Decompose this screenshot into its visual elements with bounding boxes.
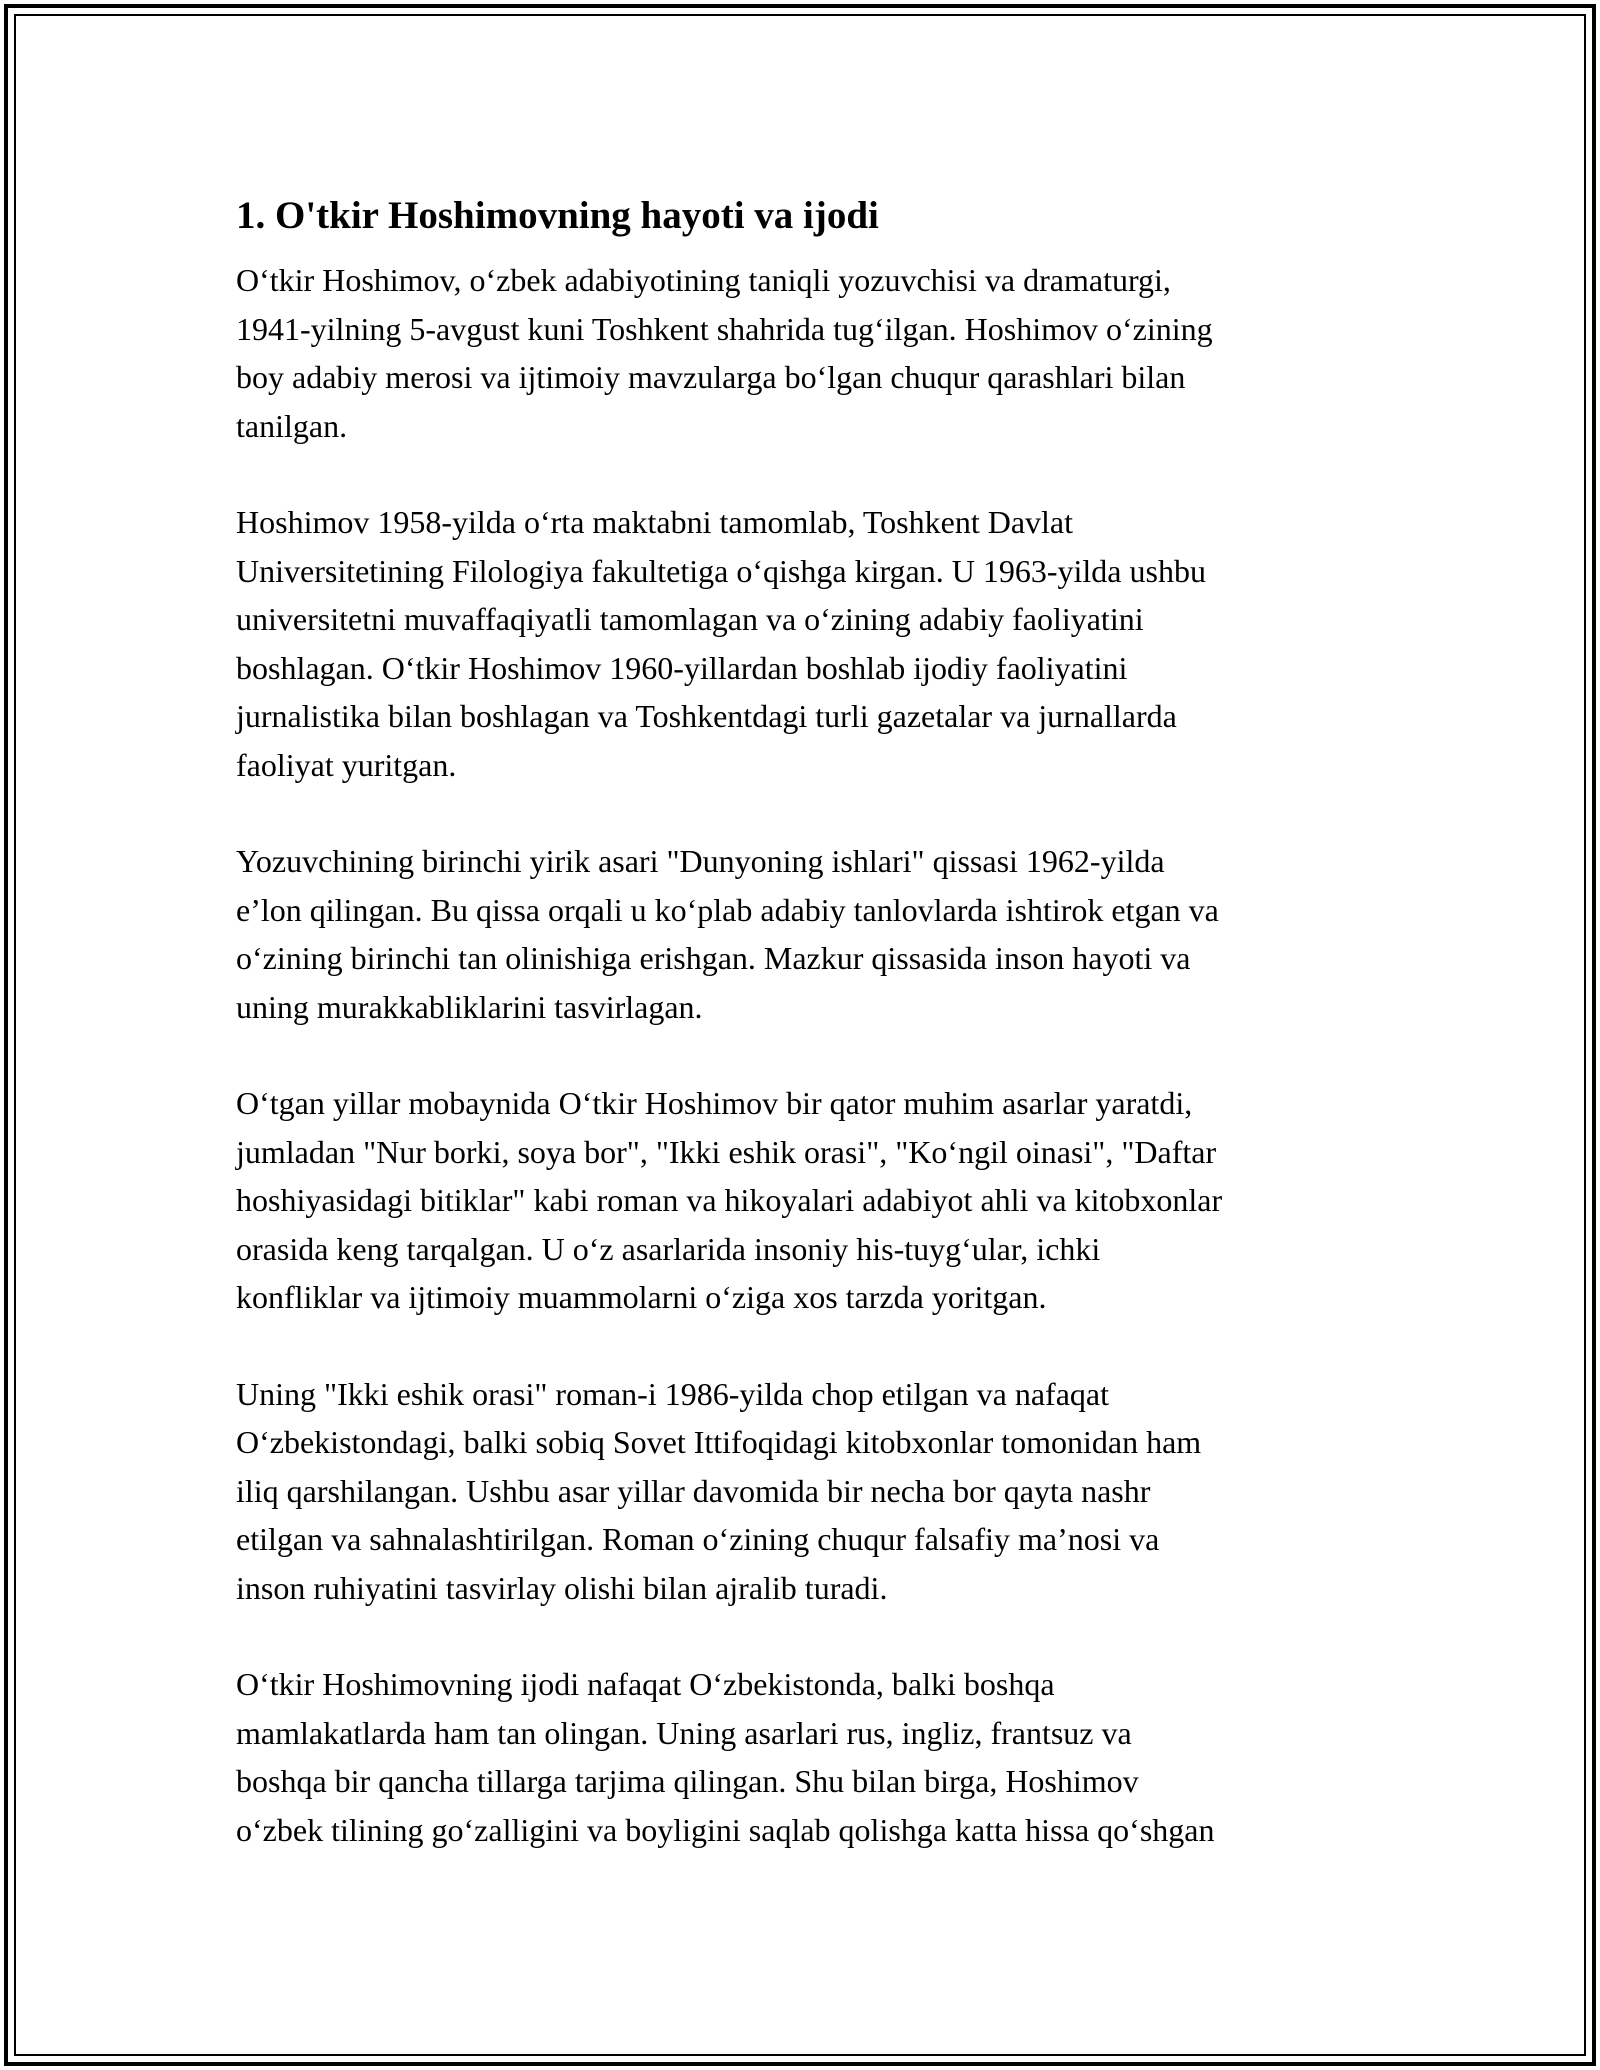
text-line: 1941-yilning 5-avgust kuni Toshkent shahrida tug‘ilgan. Hoshimov o‘zining <box>236 310 1213 347</box>
text-line: orasida keng tarqalgan. U o‘z asarlarida insoniy his-tuyg‘ular, ichki <box>236 1230 1101 1267</box>
text-line: konfliklar va ijtimoiy muammolarni o‘ziga xos tarzda yoritgan. <box>236 1279 1047 1315</box>
text-line: O‘zbekistondagi, balki sobiq Sovet Ittifoqidagi kitobxonlar tomonidan ham <box>236 1424 1202 1460</box>
text-line: boshqa bir qancha tillarga tarjima qilingan. Shu bilan birga, Hoshimov <box>236 1763 1139 1799</box>
text-line: boshlagan. O‘tkir Hoshimov 1960-yillardan boshlab ijodiy faoliyatini <box>236 649 1128 686</box>
text-line: o‘zbek tilining go‘zalligini va boyligini saqlab qolishga katta hissa qo‘shgan <box>236 1811 1215 1848</box>
paragraph-2 <box>236 498 1396 789</box>
text-line: Uning "Ikki eshik orasi" roman-i 1986-yilda chop etilgan va nafaqat <box>236 1375 1109 1412</box>
paragraph-6 <box>236 1660 1396 1854</box>
text-line: Yozuvchining birinchi yirik asari "Dunyoning ishlari" qissasi 1962-yilda <box>236 843 1165 879</box>
text-line: jurnalistika bilan boshlagan va Toshkentdagi turli gazetalar va jurnallarda <box>236 698 1177 734</box>
text-line: uning murakkabliklarini tasvirlagan. <box>236 988 703 1025</box>
text-line: O‘tkir Hoshimov, o‘zbek adabiyotining taniqli yozuvchisi va dramaturgi, <box>236 262 1171 298</box>
text-line: faoliyat yuritgan. <box>236 746 457 783</box>
paragraph-3 <box>236 837 1396 1031</box>
text-line: inson ruhiyatini tasvirlay olishi bilan ajralib turadi. <box>236 1569 888 1606</box>
text-line: O‘tgan yillar mobaynida O‘tkir Hoshimov bir qator muhim asarlar yaratdi, <box>236 1085 1193 1121</box>
text-line: universitetni muvaffaqiyatli tamomlagan va o‘zining adabiy faoliyatini <box>236 601 1144 637</box>
text-line: boy adabiy merosi va ijtimoiy mavzularga bo‘lgan chuqur qarashlari bilan <box>236 359 1186 395</box>
text-line: e’lon qilingan. Bu qissa orqali u ko‘plab adabiy tanlovlarda ishtirok etgan va <box>236 891 1219 928</box>
text-line: jumladan "Nur borki, soya bor", "Ikki eshik orasi", "Ko‘ngil oinasi", "Daftar <box>236 1133 1217 1170</box>
text-line: mamlakatlarda ham tan olingan. Uning asarlari rus, ingliz, frantsuz va <box>236 1714 1132 1751</box>
text-line: tanilgan. <box>236 407 348 444</box>
page-title: 1. O'tkir Hoshimovning hayoti va ijodi <box>236 194 879 237</box>
text-line: Hoshimov 1958-yilda o‘rta maktabni tamomlab, Toshkent Davlat <box>236 504 1074 540</box>
paragraph-1 <box>236 256 1396 450</box>
paragraph-5 <box>236 1370 1396 1613</box>
text-line: O‘tkir Hoshimovning ijodi nafaqat O‘zbekistonda, balki boshqa <box>236 1666 1055 1702</box>
text-line: o‘zining birinchi tan olinishiga erishgan. Mazkur qissasida inson hayoti va <box>236 940 1191 976</box>
text-line: hoshiyasidagi bitiklar" kabi roman va hikoyalari adabiyot ahli va kitobxonlar <box>236 1182 1223 1218</box>
text-line: etilgan va sahnalashtirilgan. Roman o‘zining chuqur falsafiy ma’nosi va <box>236 1521 1160 1557</box>
text-line: Universitetining Filologiya fakultetiga o‘qishga kirgan. U 1963-yilda ushbu <box>236 552 1206 589</box>
paragraph-4 <box>236 1079 1396 1322</box>
document-body <box>236 186 1396 1902</box>
text-line: iliq qarshilangan. Ushbu asar yillar davomida bir necha bor qayta nashr <box>236 1472 1151 1509</box>
